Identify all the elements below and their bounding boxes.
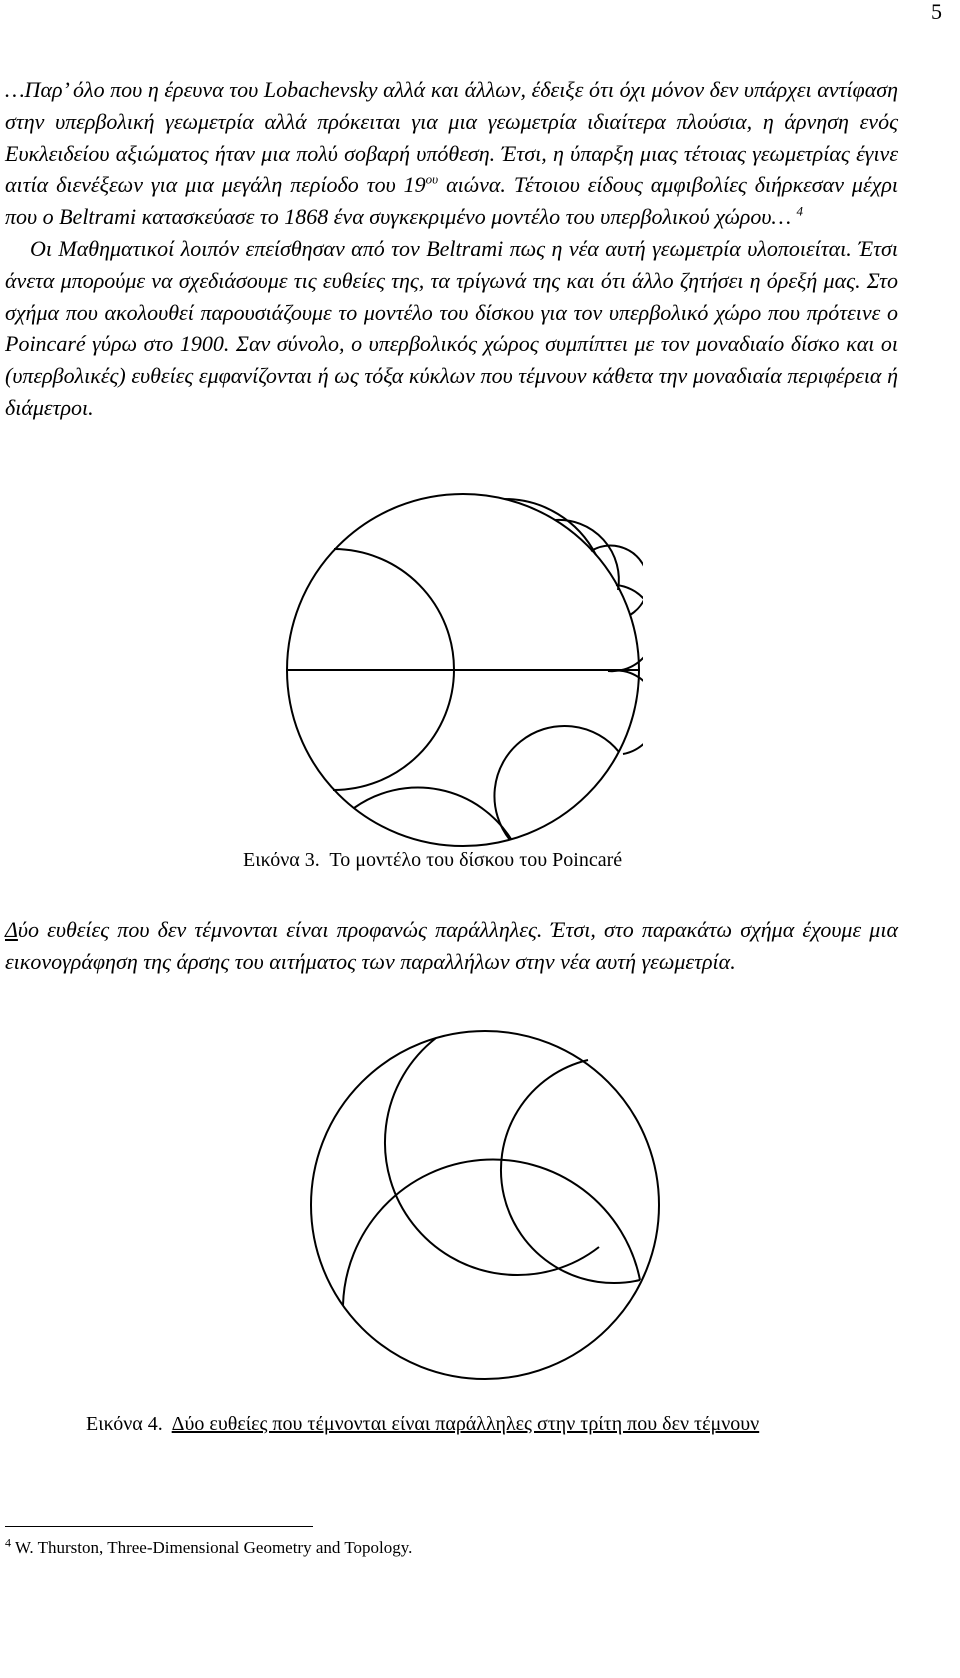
arc-top	[385, 1038, 599, 1275]
figure-4-caption	[86, 1412, 759, 1436]
arc-right-upper	[555, 520, 619, 590]
paragraph1-text-b: αιώνα. Τέτοιου είδους αμφιβολίες διήρκεσαν μέχρι που ο Beltrami κατασκεύασε το 1868 ένα συγκεκριμένο μοντέλο του υπερβολικού χώρου…	[5, 172, 898, 230]
paragraph2-lead-letter: Δ	[5, 917, 18, 942]
figure-4-parallel-lines	[305, 1025, 665, 1385]
superscript-ou: ου	[425, 172, 439, 188]
arc-top-right-large	[504, 499, 596, 555]
footnote	[5, 1536, 412, 1560]
arc-bottom-left	[343, 1160, 640, 1305]
footnote-reference: 4	[796, 203, 804, 219]
paragraph-lobachevsky-beltrami	[5, 74, 898, 424]
arc-bottom	[354, 788, 511, 839]
arc-right-lower	[494, 726, 619, 840]
disk-boundary	[311, 1031, 659, 1379]
footnote-text: W. Thurston, Three-Dimensional Geometry and Topology.	[11, 1538, 413, 1557]
figure-3-caption-label: Εικόνα 3.	[243, 849, 320, 871]
figure-3-caption-text: Το μοντέλο του δίσκου του Poincaré	[329, 849, 623, 871]
footnote-marker: 4	[5, 1535, 11, 1550]
figure-4-caption-text: Δύο ευθείες που τέμνονται είναι παράλληλες στην τρίτη που δεν τέμνουν	[171, 1413, 760, 1435]
figure-3-caption	[243, 848, 622, 872]
figure-4-caption-label: Εικόνα 4.	[86, 1413, 163, 1435]
paragraph2-text: ύο ευθείες που δεν τέμνονται είναι προφανώς παράλληλες. Έτσι, στο παρακάτω σχήμα έχουμε μια εικονογράφηση της άρσης του αιτήματος των παραλλήλων στην νέα αυτή γεωμετρία.	[5, 917, 898, 974]
paragraph1-text-a: …Παρ’ όλο που η έρευνα του Lobachevsky αλλά και άλλων, έδειξε ότι όχι μόνον δεν υπάρχει αντίφαση στην υπερβολική γεωμετρία αλλά πρόκειται για μια γεωμετρία ιδιαίτερα πλούσια, η άρνηση ενός Ευκλειδείου αξιώματος ήταν μια πολύ σοβαρή υπόθεση. Έτσι, η ύπαρξη μιας τέτοιας γεωμετρίας έγινε αιτία διενέξεων για μια μεγάλη περίοδο του 19	[5, 77, 898, 198]
paragraph1-text-c: Οι Μαθηματικοί λοιπόν επείσθησαν από τον Beltrami πως η νέα αυτή γεωμετρία υλοποιείται. Έτσι άνετα μπορούμε να σχεδιάσουμε τις ευθείες της, τα τρίγωνά της και ότι άλλο ζητήσει η όρεξή μας. Στο σχήμα που ακολουθεί παρουσιάζουμε το μοντέλο του δίσκου για τον υπερβολικό χώρο που πρότεινε ο Poincaré γύρω στο 1900. Σαν σύνολο, ο υπερβολικός χώρος συμπίπτει με τον μοναδιαίο δίσκο και οι (υπερβολικές) ευθείες εμφανίζονται ή ως τόξα κύκλων που τέμνουν κάθετα την μοναδιαία περιφέρεια ή διάμετροι.	[5, 235, 898, 420]
arc-right-small-1	[591, 546, 643, 615]
footnote-separator	[5, 1526, 313, 1527]
figure-3-poincare-disk	[283, 490, 643, 850]
paragraph-parallels	[5, 914, 898, 978]
page-number: 5	[931, 0, 942, 24]
